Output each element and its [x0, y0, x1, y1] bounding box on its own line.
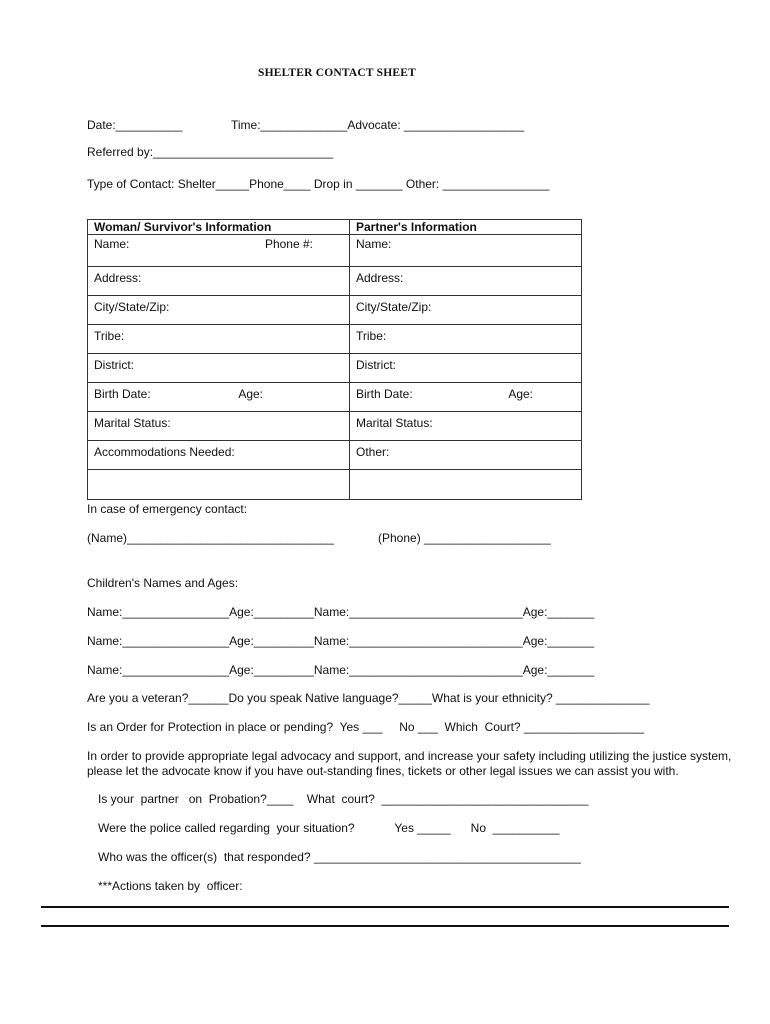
order-protection-question[interactable]: Is an Order for Protection in place or pending? Yes ___ No ___ Which Court? __________________: [87, 720, 645, 734]
emergency-heading: In case of emergency contact:: [87, 502, 248, 516]
officer-question[interactable]: Who was the officer(s) that responded? ________________________________________: [98, 850, 581, 864]
blank-cell-left[interactable]: [88, 470, 350, 500]
survivor-name-label: Name:: [94, 237, 130, 251]
date-field[interactable]: Date:__________: [87, 118, 183, 132]
partner-birthdate-label: Birth Date:: [356, 387, 413, 401]
survivor-city-cell[interactable]: City/State/Zip:: [88, 296, 350, 325]
partner-marital-cell[interactable]: Marital Status:: [350, 412, 582, 441]
accommodations-cell[interactable]: Accommodations Needed:: [88, 441, 350, 470]
survivor-info-header: Woman/ Survivor's Information: [88, 220, 350, 235]
children-heading: Children's Names and Ages:: [87, 576, 239, 590]
survivor-address-cell[interactable]: Address:: [88, 267, 350, 296]
emergency-name-field[interactable]: (Name)_______________________________: [87, 531, 334, 545]
survivor-birthdate-cell[interactable]: [88, 383, 350, 412]
survivor-marital-cell[interactable]: Marital Status:: [88, 412, 350, 441]
emergency-phone-field[interactable]: (Phone) ___________________: [378, 531, 551, 545]
actions-taken-label: ***Actions taken by officer:: [98, 879, 243, 893]
partner-info-header: Partner's Information: [350, 220, 582, 235]
referred-by-field[interactable]: Referred by:___________________________: [87, 145, 334, 159]
type-of-contact-field[interactable]: Type of Contact: Shelter_____Phone____ Drop in _______ Other: ________________: [87, 177, 550, 191]
divider-line-1: [41, 906, 729, 908]
partner-district-cell[interactable]: District:: [350, 354, 582, 383]
child-line-3[interactable]: Name:________________Age:_________Name:__________________________Age:_______: [87, 663, 595, 677]
legal-notice-line-2: please let the advocate know if you have out-standing fines, tickets or other legal issues we can assist you with.: [87, 764, 679, 778]
time-advocate-field[interactable]: Time:_____________Advocate: __________________: [231, 118, 525, 132]
partner-other-cell[interactable]: Other:: [350, 441, 582, 470]
partner-birthdate-cell[interactable]: [350, 383, 582, 412]
information-table: [87, 219, 582, 500]
partner-age-label: Age:: [508, 387, 533, 401]
blank-cell-right[interactable]: [350, 470, 582, 500]
survivor-birthdate-label: Birth Date:: [94, 387, 151, 401]
partner-name-cell[interactable]: Name:: [350, 235, 582, 267]
child-line-1[interactable]: Name:________________Age:_________Name:__________________________Age:_______: [87, 605, 595, 619]
page-title: SHELTER CONTACT SHEET: [258, 67, 417, 79]
partner-tribe-cell[interactable]: Tribe:: [350, 325, 582, 354]
survivor-name-cell[interactable]: [88, 235, 350, 267]
legal-notice-line-1: In order to provide appropriate legal advocacy and support, and increase your safety including utilizing the justice system,: [87, 749, 732, 763]
child-line-2[interactable]: Name:________________Age:_________Name:__________________________Age:_______: [87, 634, 595, 648]
survivor-phone-label: Phone #:: [264, 237, 313, 251]
divider-line-2: [41, 925, 729, 927]
survivor-tribe-cell[interactable]: Tribe:: [88, 325, 350, 354]
partner-address-cell[interactable]: Address:: [350, 267, 582, 296]
police-question[interactable]: Were the police called regarding your situation? Yes _____ No __________: [98, 821, 560, 835]
probation-question[interactable]: Is your partner on Probation?____ What court? _______________________________: [98, 792, 589, 806]
veteran-question[interactable]: Are you a veteran?______Do you speak Native language?_____What is your ethnicity? ______________: [87, 691, 650, 705]
survivor-district-cell[interactable]: District:: [88, 354, 350, 383]
survivor-age-label: Age:: [238, 387, 263, 401]
partner-city-cell[interactable]: City/State/Zip:: [350, 296, 582, 325]
